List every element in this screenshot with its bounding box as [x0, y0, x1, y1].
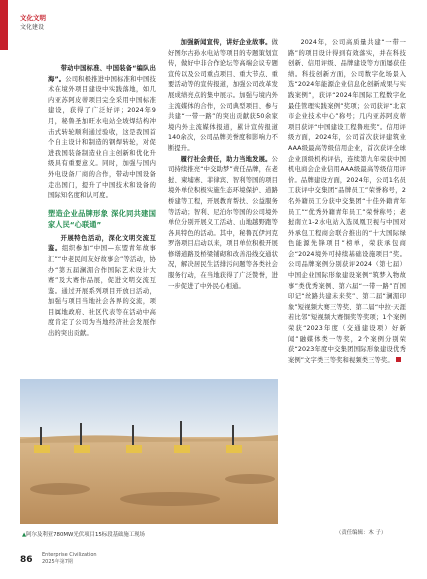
- col1-sub-body: 组织参加“中国—东盟青年故事汇”“中老民间友好故事会”等活动，协办“第五届澜湄合作国际艺术设计大赛”及大赛作品展，促进文明交流互鉴。通过开展系列项目开放日活动，加强与项目当地社会各界的交流，项目属地政府、社区代表等在活动中高度肯定了公司为当地经济社会发展作出的突出贡献。: [48, 245, 156, 338]
- journal-issue: 2025年第7期: [42, 558, 73, 565]
- section-tag-title: 文化文明: [20, 14, 46, 22]
- column-middle: [168, 38, 278, 378]
- section-tag-subtitle: 文化建设: [20, 24, 45, 31]
- article-end-mark: [396, 357, 401, 362]
- col2-p1-body: 做好图尔古孙水电站等项目的专题策划宣传，做好中非合作论坛等高端会议专题宣传以及公司重点项目、重大节点、重要活动等的宣传报道，加强公司改革发展成绩亮点的集中展示。加强与境内外主流媒体的合作，公司典型项目、参与共建“一带一路”的突出贡献获50余家境内外主流媒体报道，累计宣传报道140余次，公司品牌美誉度和影响力不断提升。: [168, 39, 278, 152]
- col1-intro-body: 公司积极推进中国标准和中国技术在境外项目建设中实践落地，如几内亚苏阿皮蒂项目完全采用中国标准建设，获得了广泛好评；2024年9月，秘鲁圣加旺水电站全坡焊结构冲击式转轮顺利通过验收，这是我国首个自主设计和制造的钢焊转轮，对促进我国装备制造业自主创新和优化升级具有重要意义。同时，加强与国内外电设备厂商的合作，带动中国设备走出国门，提升了中国技术和设备的国际知名度和认可度。: [48, 75, 156, 200]
- journal-name: Enterprise Civilization: [42, 552, 97, 558]
- journal-info: [42, 552, 97, 565]
- construction-site-photo: [20, 379, 278, 524]
- col2-p2-body: 公司持续推亮“中交助梦”责任品牌，在老挝、柬埔寨、菲律宾、智利等国的项目境外单位积极实施生态环境保护、道路桥建等工程，开展教育帮扶、公益服务等活动；智利、尼泊尔等国的公司境外单位分别开展义工活动、山地越野跑等各具特色的活动。其中，秘鲁瓦伊河克罗洛项目启动以来，项目单位积极开展修缮道路及桥梁铺砌和改善沿线交通状况，解决居民生活排污问题等各类社会服务行动，在当地获得了广泛赞誉，进一步促进了中外民心相通。: [168, 155, 278, 290]
- photo-illustration: [20, 379, 278, 524]
- col1-intro-lead: 带动中国标准、中国装备“编队出海”。: [48, 65, 156, 83]
- col2-p1-lead: 加强新闻宣传，讲好企业故事。: [180, 39, 272, 46]
- caption-text: 阿尔及利亚780MW光伏项目15标段基础施工现场: [26, 532, 145, 538]
- responsible-editor: （责任编辑：木 子）: [336, 530, 387, 536]
- section-tag: [20, 14, 64, 32]
- col3-body: 2024年，公司高质量共建“一带一路”的项目设计得到有效落实，并在科技创新、信用评级、品牌建设等方面屡获佳绩。科技创新方面，公司数字化场景入选“2024年能源企业信息化创新成果与实践案例”，获评“2024年国际工程数字化最佳管理实践案例”奖项；公司获评“北京市企业技术中心”称号；几内亚苏阿皮蒂项目获评“中国建设工程鲁班奖”。信用评级方面，2024年，公司首次获评建筑业AAA级最高等级信用企业，首次获评全球企业顶级机构评估，连续第九年荣获中国机电商会企业信用AAA级最高等级信用评价。品牌建设方面，2024年，公司1名员工获评中交集团“品牌员工”荣誉称号，2名外籍员工分获中交集团“十佳外籍青年员工”“优秀外籍青年员工”荣誉称号；老挝南立1-2水电站入选凤凰卫视与中国对外承包工程商会联合推出的“十大国际绿色能源先锋项目”榜单，荣获承包商会“2024境外可持续基础设施项目”奖。公司品牌案例分别获评2024（第七届）中国企业国际形象建设案例“筑梦入物故事”类优秀案例、第六届“一带一路”百国印记“丝路共建未来奖”、第二届“澜湄印象”短视频大赛三等奖、第二届“中拉·天涯若比邻”短视频大赛铜奖等奖项；1个案例荣获“2023年度（交通建设项）好新闻”融媒体类一等奖，2个案例分别荣获“2023年度中交集团国际形象建设优秀案例”文字类三等奖和视频类三等奖。: [288, 39, 406, 364]
- column-right: [288, 38, 406, 538]
- section-heading: 塑造企业品牌形象 深化同共建国家人民“心联通”: [48, 208, 156, 229]
- col1-sub-lead: 开展特色活动，深化文明交流互鉴。: [48, 234, 156, 253]
- left-rail: [0, 0, 10, 579]
- page-number: 86: [20, 555, 33, 565]
- caption-triangle-icon: ▲: [22, 532, 27, 538]
- col2-p2-lead: 履行社会责任，助力当地发展。: [180, 155, 272, 163]
- rail-accent: [0, 0, 8, 50]
- photo-caption: [22, 530, 145, 538]
- column-left: [48, 64, 156, 376]
